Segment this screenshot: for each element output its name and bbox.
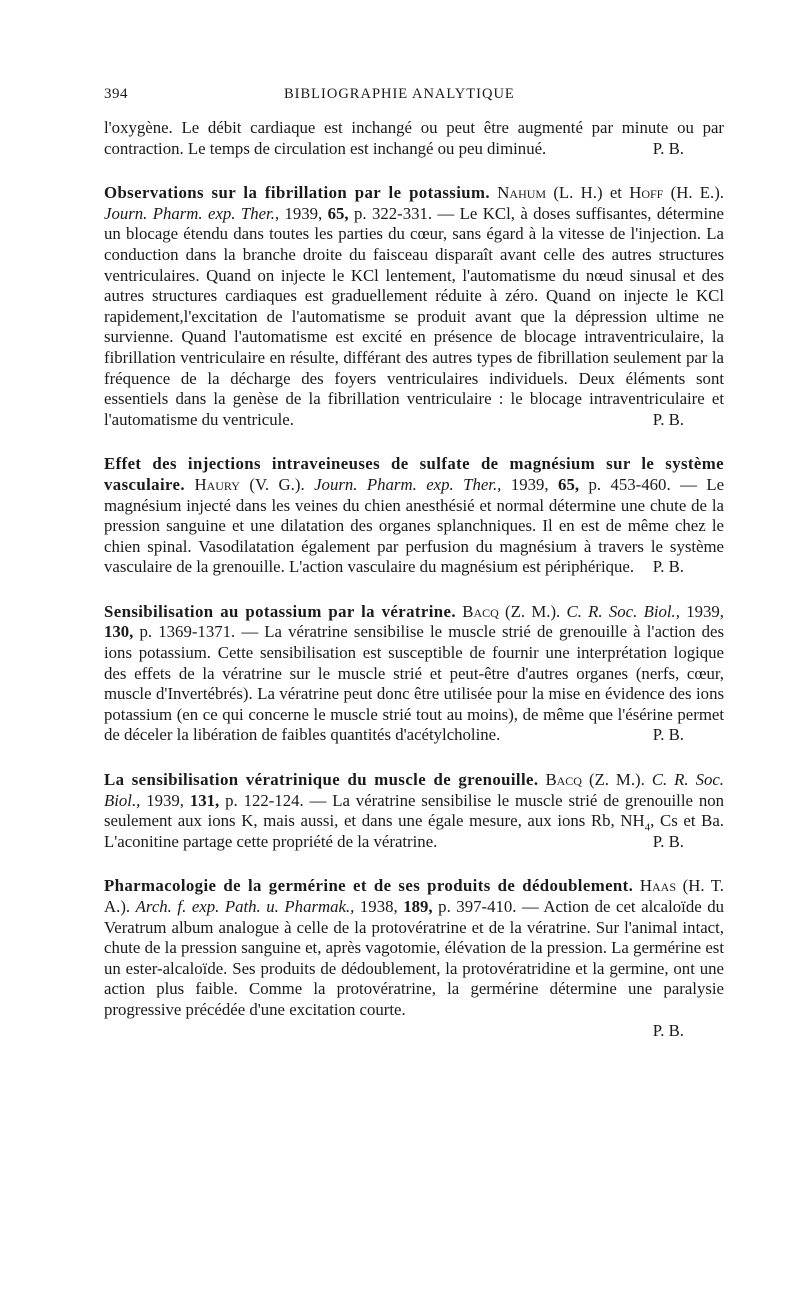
abstract-text: — La vératrine sensibilise le muscle strié de grenouille à l'action des ions potassium. Cette sensibilisation est susceptible de fournir une interprétation logique des effets de la vératrine sur le muscle strié et peut-être d'autres organes (nerfs, cœur, muscle d'Invertébrés). La vératrine peut donc être utilisée pour la mise en évidence des ions potassium (en ce qui concerne le muscle strié tout au moins), de même que l'ésérine permet de déceler la libération de faibles quantités d'acétylcholine. bbox=[104, 622, 724, 745]
journal-volume: 189, bbox=[403, 897, 433, 916]
journal-year: 1939, bbox=[146, 790, 184, 810]
author-name: Haas bbox=[639, 876, 676, 896]
journal-year: 1939, bbox=[284, 203, 323, 223]
signature: P. B. bbox=[652, 1020, 684, 1040]
journal-volume: 131, bbox=[189, 790, 220, 810]
signature: P. B. bbox=[652, 138, 684, 158]
abstract-text: — Le magnésium injecté dans les veines du chien anesthésié et normal détermine une chute de la pression sanguine et une dilatation des organes splanchniques. Il en est de même chez le chien spinal. Vasodilatation également par perfusion du magnésium à travers le système vasculaire de la grenouille. L'action vasculaire du magnésium est périphérique. bbox=[104, 474, 725, 577]
subscript: 4 bbox=[644, 821, 651, 834]
article-title: Effet des injections intraveineuses de sulfate de magnésium sur le système vasculaire. bbox=[104, 454, 724, 494]
author-name: Bacq bbox=[462, 601, 499, 621]
journal-volume: 65, bbox=[327, 203, 349, 223]
journal-volume: 65, bbox=[558, 474, 580, 494]
article-entry bbox=[104, 602, 724, 746]
article-title: Sensibilisation au potassium par la vératrine. bbox=[104, 601, 456, 621]
page-number: 394 bbox=[104, 86, 128, 102]
journal-volume: 130, bbox=[104, 622, 134, 642]
author-initials: (Z. M.). bbox=[505, 601, 561, 621]
author-initials: (H. E.). bbox=[670, 183, 724, 203]
journal-pages: p. 453-460. bbox=[588, 474, 671, 494]
journal-pages: p. 322-331. bbox=[354, 203, 433, 223]
page-header bbox=[104, 86, 724, 110]
article-entry bbox=[104, 183, 724, 430]
author-initials: (H. T. A.). bbox=[104, 876, 725, 916]
continuation-text: l'oxygène. Le débit cardiaque est inchangé ou peut être augmenté par minute ou par contraction. Le temps de circulation est inchangé ou peu diminué. bbox=[104, 118, 724, 158]
journal-name: Arch. f. exp. Path. u. Pharmak., bbox=[135, 897, 355, 916]
author-name: Bacq bbox=[545, 770, 582, 790]
journal-name: Journ. Pharm. exp. Ther., bbox=[104, 203, 280, 223]
author-initials: (L. H.) bbox=[553, 183, 603, 203]
journal-year: 1939, bbox=[686, 601, 724, 621]
abstract-text: — Le KCl, à doses suffisantes, détermine un blocage étendu dans toutes les parties du cœur, sans égard à la vitesse de l'injection. La conduction dans la branche droite du faisceau disparaît avant celle des autres structures ventriculaires. Quand on injecte le KCl lentement, l'automatisme du nœud sinusal et des autres structures cardiaques est graduellement réduite à zéro. Quand on injecte le KCl rapidement,l'excitation de l'automatisme se produit avant que la dépression ultime ne survienne. Quand l'automatisme est excité en présence de blocage intraventriculaire, la fibrillation ventriculaire en résulte, différant des autres types de fibrillation seulement par la fréquence de la décharge des foyers ventriculaires individuels. Deux éléments sont essentiels dans la genèse de la fibrillation ventriculaire : le blocage intraventriculaire et l'automatisme du ventricule. bbox=[104, 203, 724, 429]
journal-name: C. R. Soc. Biol., bbox=[104, 770, 724, 810]
article-title: Pharmacologie de la germérine et de ses produits de dédoublement. bbox=[104, 876, 634, 896]
author-conjunction: et bbox=[609, 183, 622, 203]
journal-pages: p. 1369-1371. bbox=[139, 622, 236, 642]
signature: P. B. bbox=[652, 725, 684, 745]
article-title: La sensibilisation vératrinique du muscle de grenouille. bbox=[104, 770, 539, 790]
journal-pages: p. 122-124. bbox=[225, 790, 304, 810]
article-continuation bbox=[104, 118, 724, 159]
journal-pages: p. 397-410. bbox=[438, 897, 517, 916]
running-title: BIBLIOGRAPHIE ANALYTIQUE bbox=[284, 86, 515, 102]
author-name: Nahum bbox=[497, 183, 547, 203]
signature: P. B. bbox=[652, 557, 684, 577]
abstract-part: , Cs et Ba. L'aconitine partage cette propriété de la vératrine. bbox=[104, 811, 724, 851]
journal-name: C. R. Soc. Biol., bbox=[566, 601, 680, 621]
author-name: Haury bbox=[194, 474, 240, 494]
author-initials: (Z. M.). bbox=[588, 770, 645, 790]
article-entry bbox=[104, 770, 724, 852]
abstract-part: — La vératrine sensibilise le muscle strié de grenouille non seulement aux ions K, mais aussi, et dans une égale mesure, aux ions Rb, NH bbox=[104, 790, 724, 831]
abstract-text: — Action de cet alcaloïde du Veratrum album analogue à celle de la protovératrine et de la vératrine. Sur l'animal intact, chute de la pression sanguine et, après vagotomie, élévation de la pression. La germérine est un ester-alcaloïde. Ses produits de dédoublement, la protovératridine et la germine, ont une action plus faible. Comme la protovératrine, la germérine détermine une paralysie progressive précédée d'une excitation courte. bbox=[104, 897, 725, 1019]
journal-name: Journ. Pharm. exp. Ther., bbox=[314, 474, 502, 494]
page-body bbox=[104, 118, 724, 1065]
article-entry bbox=[104, 454, 724, 578]
article-entry bbox=[104, 876, 724, 1041]
journal-year: 1939, bbox=[510, 474, 549, 494]
article-title: Observations sur la fibrillation par le potassium. bbox=[104, 183, 491, 203]
author-initials: (V. G.). bbox=[249, 474, 305, 494]
signature: P. B. bbox=[652, 409, 684, 429]
journal-year: 1938, bbox=[359, 897, 398, 916]
author-name: Hoff bbox=[629, 183, 664, 203]
signature: P. B. bbox=[652, 831, 684, 851]
